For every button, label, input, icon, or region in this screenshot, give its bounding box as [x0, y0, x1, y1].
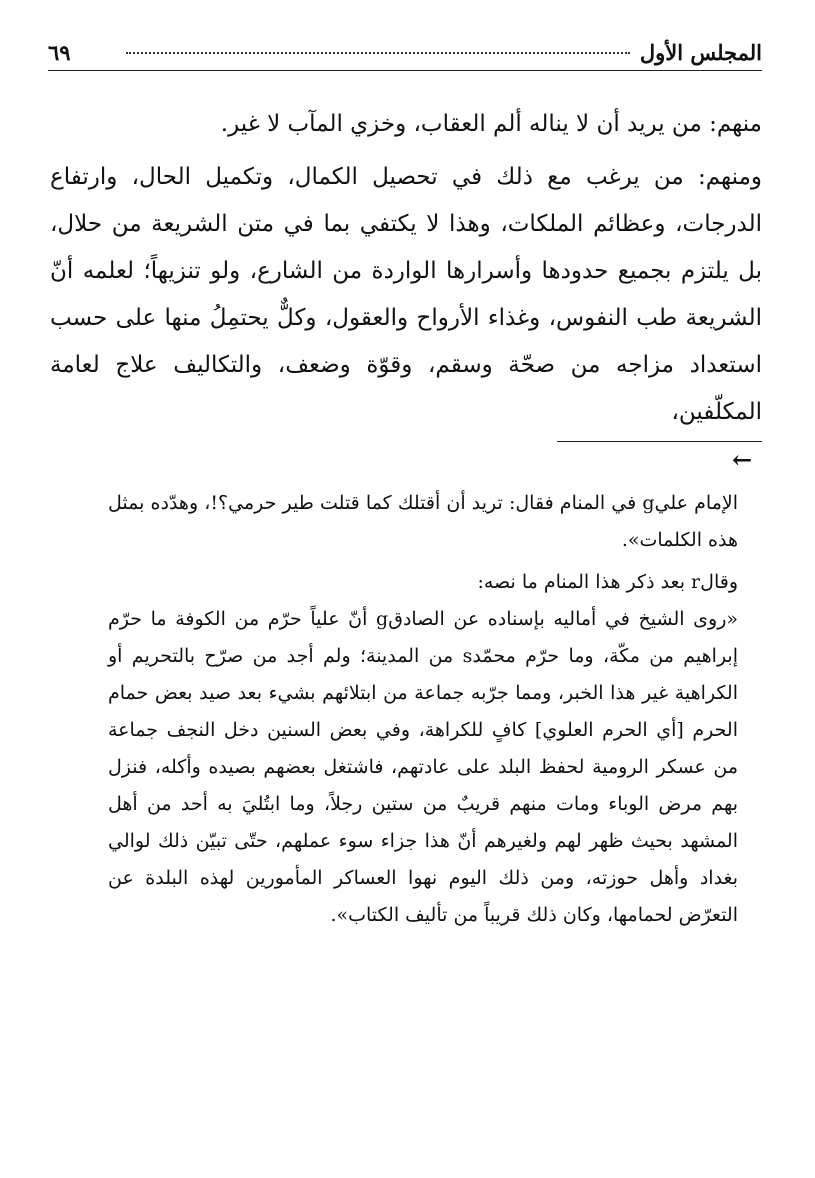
footnote-paragraph: الإمام عليg في المنام فقال: تريد أن أقتلك كما قتلت طير حرمي؟!، وهدّده بمثل هذه الكلمات».: [108, 492, 739, 551]
main-paragraph: منهم: من يريد أن لا يناله ألم العقاب، وخزي المآب لا غير.: [220, 111, 762, 137]
main-text: [50, 101, 762, 442]
page-number: ٦٩: [48, 40, 71, 65]
main-paragraph: ومنهم: من يرغب مع ذلك في تحصيل الكمال، وتكميل الحال، وارتفاع الدرجات، وعظائم الملكات، وهذا لا يكتفي بما في متن الشريعة من حلال، بل يلتزم بجميع حدودها وأسرارها الواردة من الشارع، ولو تنزيهاً؛ لعلمه أنّ الشريعة طب النفوس، وغذاء الأرواح والعقول، وكلٌّ يحتمِلُ منها على حسب استعداد مزاجه من صحّة وسقم، وقوّة وضعف، والتكاليف علاج لعامة المكلّفين،: [50, 164, 762, 425]
footnote-quote: «روى الشيخ في أماليه بإسناده عن الصادقg أنّ علياً حرّم من الكوفة ما حرّم إبراهيم من مكّة، وما حرّم محمّدs من المدينة؛ ولم أجد من صرّح بالتحريم أو الكراهية غير هذا الخبر، ومما جرّبه جماعة من ابتلائهم بشيء بعد صيد بعض حمام الحرم [أي الحرم العلوي] كافٍ للكراهة، وفي بعض السنين دخل النجف جماعة من عسكر الرومية لحفظ البلد على عادتهم، فاشتغل بعضهم بصيده وأكله، فنزل بهم مرض الوباء ومات منهم قريبٌ من ستين رجلاً، وما ابتُليَ به أحد من أهل المشهد بحيث ظهر لهم ولغيرهم أنّ هذا جزاء سوء عملهم، حتّى تبيّن ذلك لوالي بغداد وأهل حوزته، ومن ذلك اليوم نهوا العساكر المأمورين لهذه البلدة عن التعرّض لحمامها، وكان ذلك قريباً من تأليف الكتاب».: [108, 608, 739, 926]
header-title: المجلس الأول: [639, 40, 762, 65]
footnote-paragraph: وقالr بعد ذكر هذا المنام ما نصه:: [477, 571, 738, 593]
footnote-separator: [557, 441, 762, 442]
header-leader-dots: [126, 52, 630, 54]
running-header: [48, 36, 762, 71]
footnote-text: [108, 485, 738, 934]
continuation-arrow-icon: ←: [732, 445, 753, 474]
